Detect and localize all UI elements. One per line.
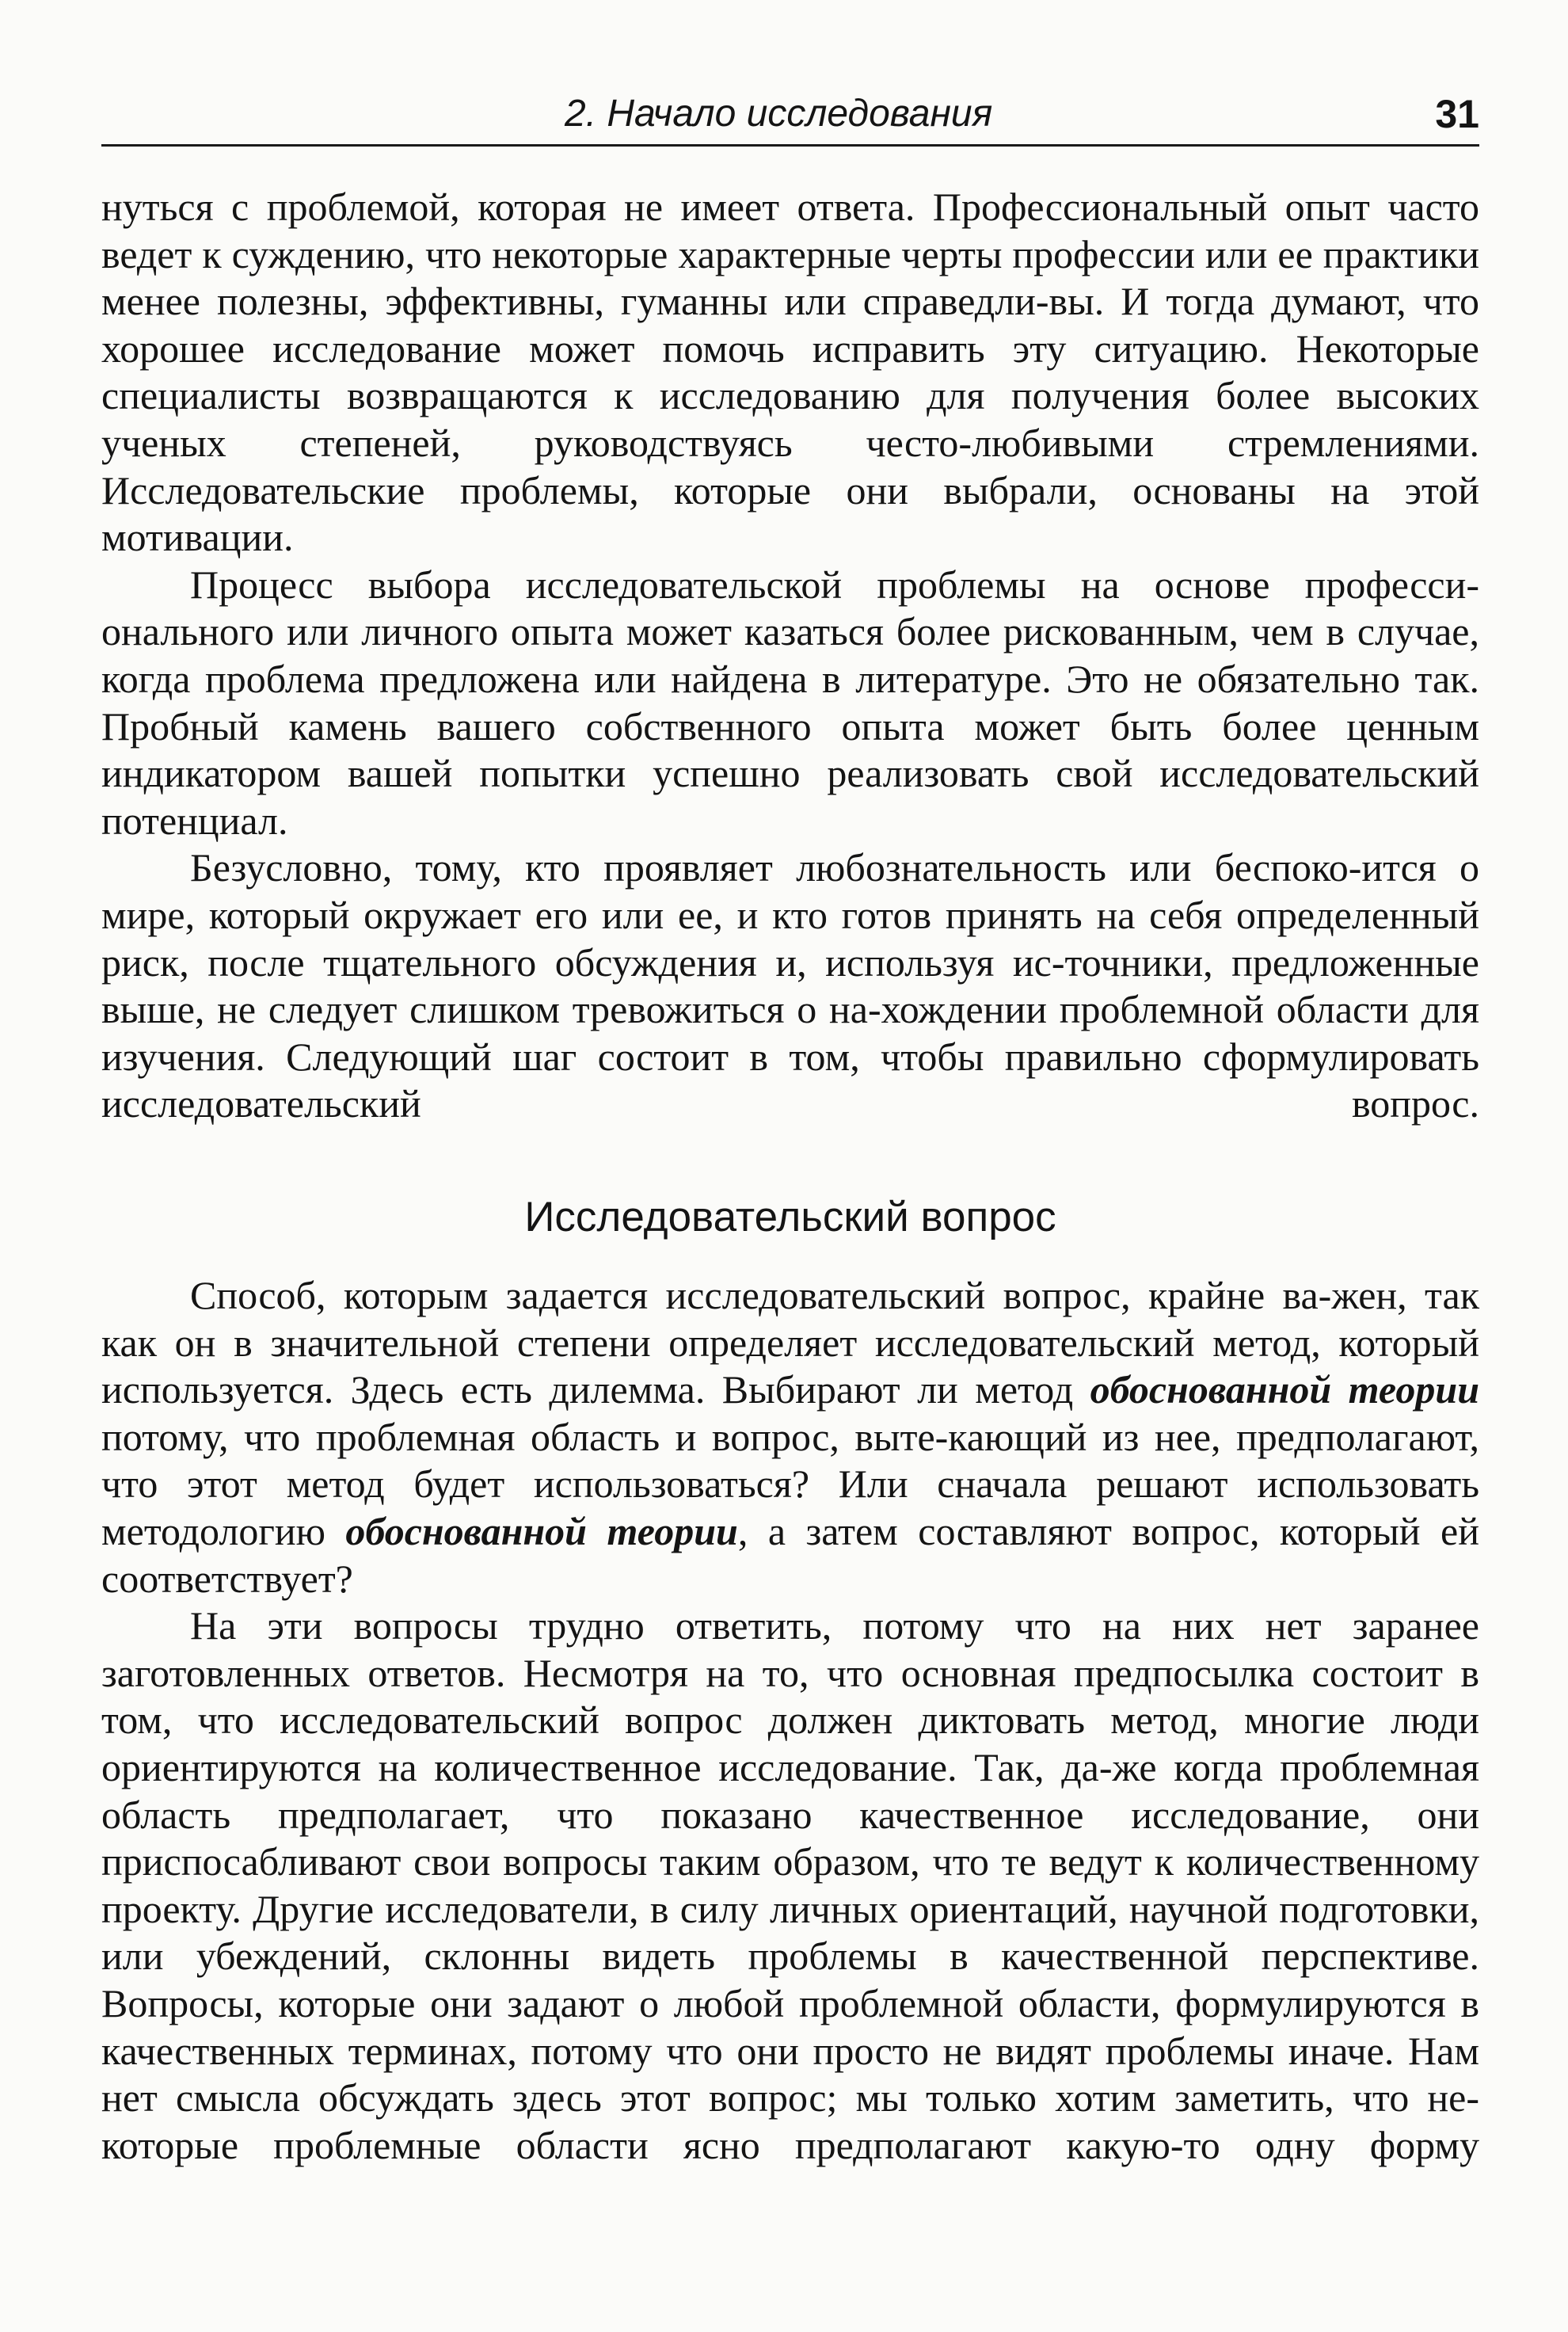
paragraph-curiosity: Безусловно, тому, кто проявляет любознательность или беспоко-ится о мире, который окружает его или ее, и кто готов принять на себя определенный риск, после тщательного обсуждения и, используя ис-точники, предложенные выше, не следует слишком тревожиться о на-хождении проблемной области для изучения. Следующий шаг состоит в том, чтобы правильно сформулировать исследовательский вопрос. — [101, 845, 1479, 1126]
emphasis-term: обоснованной теории — [345, 1508, 738, 1553]
running-header — [101, 82, 1479, 147]
paragraph-hard-questions: На эти вопросы трудно ответить, потому что на них нет заранее заготовленных ответов. Несмотря на то, что основная предпосылка состоит в том, что исследовательский вопрос должен диктовать метод, многие люди ориентируются на количественное исследование. Так, да-же когда проблемная область предполагает, что показано качественное исследование, они приспосабливают свои вопросы таким образом, что те ведут к количественному проекту. Другие исследователи, в силу личных ориентаций, научной подготовки, или убеждений, склонны видеть проблемы в качественной перспективе. Вопросы, которые они задают о любой проблемной области, формулируются в качественных терминах, потому что они просто не видят проблемы иначе. Нам нет смысла обсуждать здесь этот вопрос; мы только хотим заметить, что не-которые проблемные области ясно предполагают какую-то одну форму — [101, 1603, 1479, 2167]
body-text-top — [101, 184, 1479, 1128]
body-text-bottom — [101, 1272, 1479, 2169]
paragraph-part: Способ, которым задается исследовательский вопрос, крайне ва-жен, так как он в значительной степени определяет исследовательский метод, который используется. Здесь есть дилемма. Выбирают ли метод — [101, 1273, 1479, 1412]
paragraph-question-method — [101, 1272, 1479, 1602]
section-heading: Исследовательский вопрос — [524, 1194, 1056, 1240]
paragraph-process-choice: Процесс выбора исследовательской проблемы на основе професси-онального или личного опыта может казаться более рискованным, чем в случае, когда проблема предложена или найдена в литературе. Это не обязательно так. Пробный камень вашего собственного опыта может быть более ценным индикатором вашей попытки успешно реализовать свой исследовательский потенциал. — [101, 562, 1479, 843]
chapter-running-title: 2. Начало исследования — [565, 93, 993, 135]
paragraph-part: потому, что проблемная область и вопрос, выте-кающий из нее, предполагают, что этот метод будет использоваться? Или сначала решают использовать методологию — [101, 1414, 1479, 1553]
emphasis-term: обоснованной теории — [1090, 1367, 1480, 1412]
paragraph-continued: нуться с проблемой, которая не имеет ответа. Профессиональный опыт часто ведет к суждению, что некоторые характерные черты профессии или ее практики менее полезны, эффективны, гуманны или справедли-вы. И тогда думают, что хорошее исследование может помочь исправить эту ситуацию. Некоторые специалисты возвращаются к исследованию для получения более высоких ученых степеней, руководствуясь често-любивыми стремлениями. Исследовательские проблемы, которые они выбрали, основаны на этой мотивации. — [101, 185, 1479, 560]
paragraph-part: , а затем составляют вопрос, который ей соответствует? — [101, 1508, 1479, 1601]
page-number: 31 — [1435, 92, 1479, 136]
